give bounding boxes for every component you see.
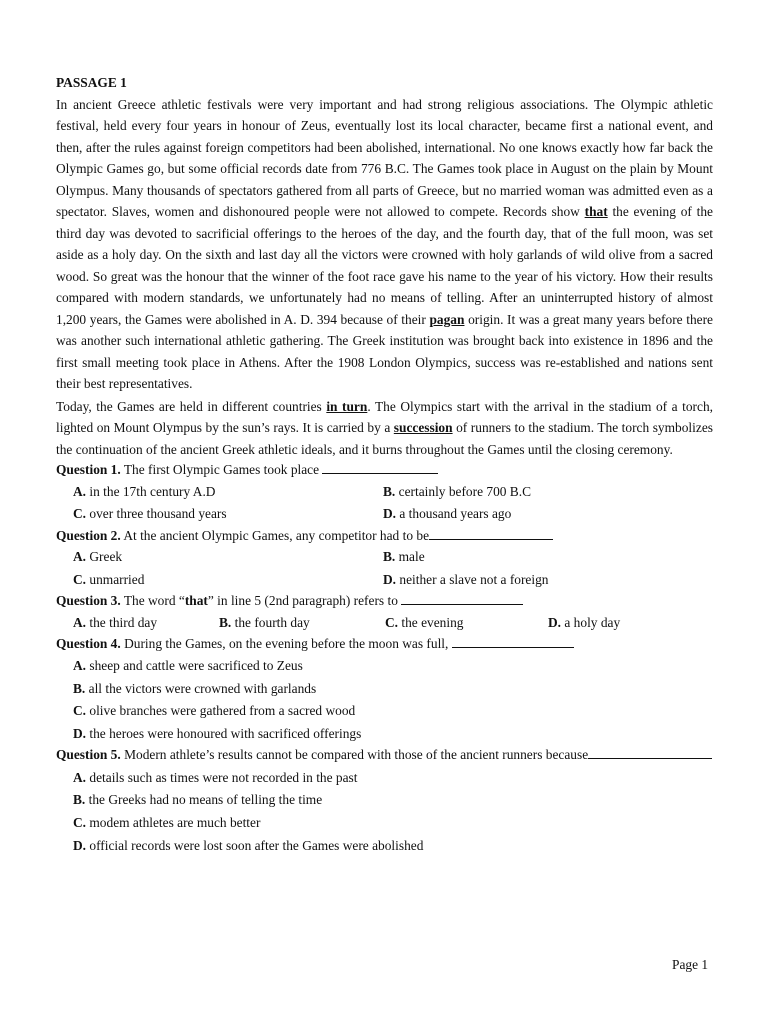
question-number: Question 3. [56, 593, 121, 609]
option-text: certainly before 700 B.C [398, 483, 532, 499]
option-c[interactable] [73, 812, 713, 835]
option-text: all the victors were crowned with garlands [88, 680, 317, 696]
option-letter: B. [73, 680, 86, 696]
option-b[interactable] [383, 481, 693, 504]
option-letter: D. [383, 571, 397, 587]
option-text: the heroes were honoured with sacrificed offerings [89, 725, 362, 741]
highlighted-word-that: that [584, 204, 608, 219]
answer-blank [452, 634, 574, 648]
question-1 [56, 460, 713, 526]
option-letter: C. [73, 703, 87, 719]
question-keyword: that [184, 593, 208, 609]
question-number: Question 4. [56, 636, 121, 652]
option-text: Greek [89, 549, 123, 565]
option-a[interactable] [73, 481, 383, 504]
question-number: Question 5. [56, 747, 121, 763]
question-text: At the ancient Olympic Games, any competitor had to be [123, 527, 430, 543]
answer-blank [401, 591, 523, 605]
options-list [56, 655, 713, 745]
question-2 [56, 526, 713, 592]
option-letter: A. [73, 614, 87, 630]
question-number: Question 2. [56, 527, 121, 543]
paragraph-text: origin. It was a great many years before there was another such international athletic gathering. The Greek institution was brought back into existence in 1896 and the first small meeting took place in Athens. After the 1908 London Olympics, success was re-established and nations sent their best representatives. [56, 311, 713, 391]
option-b[interactable] [383, 546, 693, 569]
option-text: in the 17th century A.D [89, 483, 216, 499]
option-d[interactable] [548, 612, 658, 635]
option-text: details such as times were not recorded in the past [89, 769, 358, 785]
question-text: ” in line 5 (2nd paragraph) refers to [207, 593, 398, 609]
option-d[interactable] [73, 835, 713, 858]
option-c[interactable] [73, 569, 383, 592]
option-text: a thousand years ago [399, 506, 512, 522]
option-a[interactable] [73, 612, 219, 635]
question-3 [56, 591, 713, 634]
passage-paragraph-1 [56, 94, 713, 395]
option-text: unmarried [89, 571, 145, 587]
question-number: Question 1. [56, 462, 121, 477]
option-letter: A. [73, 769, 87, 785]
option-letter: D. [548, 614, 562, 630]
option-text: the third day [89, 614, 158, 630]
option-letter: D. [73, 837, 87, 853]
option-c[interactable] [73, 700, 713, 723]
option-d[interactable] [73, 723, 713, 746]
option-text: over three thousand years [89, 506, 227, 522]
paragraph-text: Today, the Games are held in different countries [56, 398, 322, 414]
options-list [56, 546, 713, 591]
highlighted-phrase-in-turn: in turn [326, 398, 368, 414]
answer-blank [429, 526, 553, 540]
option-letter: A. [73, 657, 87, 673]
option-text: male [398, 549, 425, 565]
option-letter: B. [73, 792, 86, 808]
option-c[interactable] [385, 612, 548, 635]
options-list [56, 612, 713, 635]
paragraph-text: the evening of the third day was devoted to sacrificial offerings to the heroes of the day, and the fourth day, that of the full moon, was set aside as a holy day. On the sixth and last day all the victors were crowned with holy garlands of wild olive from a sacred wood. So great was the honour that the winner of the foot race gave his name to the year of his victory. How their results compared with modern standards, we unfortunately had no means of telling. After an uninterrupted history of almost 1,200 years, the Games were abolished in A. D. 394 because of their [56, 204, 713, 327]
option-letter: C. [73, 571, 87, 587]
option-letter: B. [383, 549, 396, 565]
option-letter: D. [383, 506, 397, 522]
question-stem [56, 591, 713, 612]
option-letter: B. [383, 483, 396, 499]
passage-paragraph-2 [56, 396, 713, 461]
option-text: the Greeks had no means of telling the time [88, 792, 323, 808]
passage-heading: PASSAGE 1 [56, 75, 127, 90]
answer-blank [322, 460, 438, 474]
option-a[interactable] [73, 655, 713, 678]
option-letter: A. [73, 483, 87, 499]
question-text: The word “ [123, 593, 185, 609]
option-letter: C. [73, 506, 87, 522]
highlighted-word-succession: succession [393, 420, 453, 435]
option-text: the fourth day [234, 614, 310, 630]
option-text: olive branches were gathered from a sacred wood [89, 703, 356, 719]
question-stem [56, 634, 713, 655]
option-a[interactable] [73, 546, 383, 569]
option-text: official records were lost soon after the Games were abolished [89, 837, 424, 853]
option-letter: C. [385, 614, 399, 630]
option-d[interactable] [383, 503, 693, 526]
question-stem [56, 745, 713, 766]
option-text: sheep and cattle were sacrificed to Zeus [89, 657, 303, 673]
options-list [56, 481, 713, 526]
paragraph-text: of runners to the stadium. The torch symbolizes the continuation of the ancient Greek athletic ideals, and it burns throughout the Games until the closing ceremony. [56, 420, 713, 457]
question-stem [56, 460, 713, 481]
option-b[interactable] [219, 612, 385, 635]
paragraph-text: . The Olympics start with the arrival in the stadium of a torch, lighted on Mount Olympus by the sun’s rays. It is carried by a [56, 398, 714, 435]
option-text: a holy day [564, 614, 621, 630]
option-letter: B. [219, 614, 232, 630]
question-5 [56, 745, 713, 857]
option-b[interactable] [73, 789, 713, 812]
document-page [56, 72, 713, 857]
option-text: modem athletes are much better [89, 815, 261, 831]
option-letter: D. [73, 725, 87, 741]
option-text: the evening [401, 614, 464, 630]
question-text: The first Olympic Games took place [123, 462, 320, 477]
answer-blank [588, 745, 712, 759]
option-b[interactable] [73, 678, 713, 701]
option-a[interactable] [73, 767, 713, 790]
question-stem [56, 526, 713, 547]
option-letter: A. [73, 549, 87, 565]
question-4 [56, 634, 713, 745]
question-text: During the Games, on the evening before the moon was full, [124, 636, 449, 652]
highlighted-word-pagan: pagan [429, 311, 465, 327]
page-number: Page 1 [672, 957, 709, 972]
option-c[interactable] [73, 503, 383, 526]
question-text: Modern athlete’s results cannot be compared with those of the ancient runners because [124, 747, 589, 763]
option-d[interactable] [383, 569, 693, 592]
paragraph-text: In ancient Greece athletic festivals were very important and had strong religious associations. The Olympic athletic festival, held every four years in honour of Zeus, eventually lost its local character, became first a national event, and then, after the rules against foreign competitors had been abolished, international. No one knows exactly how far back the Olympic Games go, but some official records date from 776 B.C. The Games took place in August on the plain by Mount Olympus. Many thousands of spectators gathered from all parts of Greece, but no married woman was admitted even as a spectator. Slaves, women and dishonoured people were not allowed to compete. Records show [56, 96, 713, 219]
option-text: neither a slave not a foreign [399, 571, 549, 587]
option-letter: C. [73, 815, 87, 831]
options-list [56, 767, 713, 857]
